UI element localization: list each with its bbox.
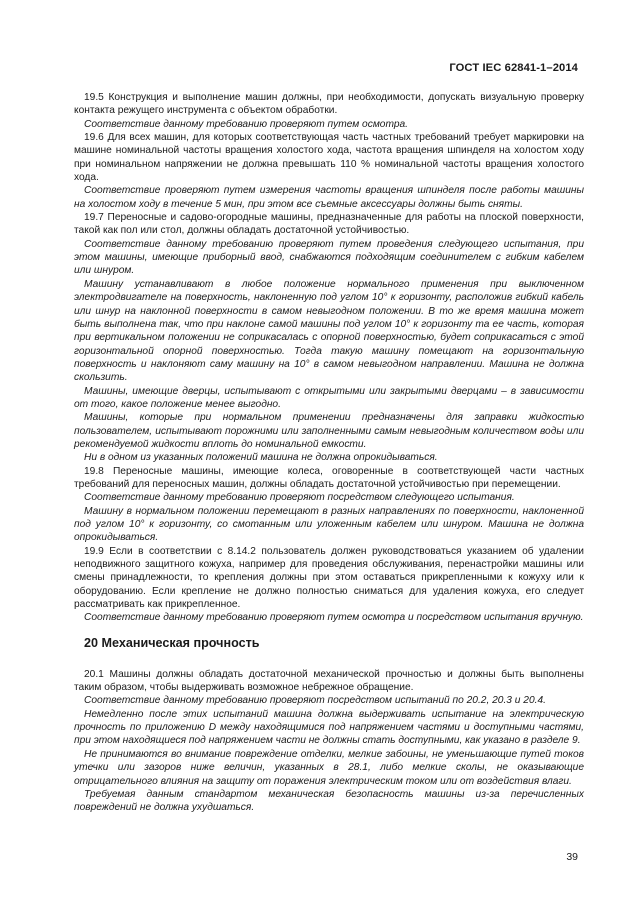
paragraph-19-8-compliance: Соответствие данному требованию проверяют посредством следующего испытания. xyxy=(84,492,515,504)
paragraph-20-1: 20.1 Машины должны обладать достаточной механической прочностью и должны быть выполнены таким образом, чтобы выдерживать возможное небрежное обращение. xyxy=(74,668,584,694)
paragraph-20-1-damage-exclusions: Не принимаются во внимание повреждение отделки, мелкие забоины, не уменьшающие путей токов утечки или зазоров ниже величин, указанных в 28.1, либо мелкие сколы, не оказывающие отрицательного влияния на защиту от поражения электрическим током или от воздействия влаги. xyxy=(74,748,584,787)
clause-20-block xyxy=(74,668,584,815)
paragraph-19-6: 19.6 Для всех машин, для которых соответствующая часть частных требований требует маркировки на машине номинальной частоты вращения холостого хода, частота вращения шпинделя на холостом ходу при номинальном напряжении не должна превышать 110 % номинальной частоты вращения холостого хода. xyxy=(74,132,584,184)
page-number: 39 xyxy=(566,851,578,863)
paragraph-19-5-compliance: Соответствие данному требованию проверяют путем осмотра. xyxy=(84,118,409,130)
paragraph-19-7: 19.7 Переносные и садово-огородные машины, предназначенные для работы на плоской поверхности, такой как пол или стол, должны обладать достаточной устойчивостью. xyxy=(74,212,584,237)
paragraph-19-7-liquids: Машины, которые при нормальном применении предназначены для заправки жидкостью пользователем, испытывают порожними или заполненными самым невыгодным количеством воды или рекомендуемой жидкости вплоть до номинальной емкости. xyxy=(74,412,584,450)
paragraph-19-8-test-procedure: Машину в нормальном положении перемещают в разных направлениях по поверхности, наклоненной под углом 10° к горизонту, со смотанным или уложенным кабелем или шнуром. Машина не должна опрокидываться. xyxy=(74,505,584,544)
paragraph-19-7-compliance: Соответствие данному требованию проверяют путем проведения следующего испытания, при этом машины, имеющие приборный ввод, снабжаются подходящим соединителем с гибким кабелем или шнуром. xyxy=(74,238,584,277)
paragraph-19-7-result: Ни в одном из указанных положений машина не должна опрокидываться. xyxy=(84,452,438,464)
paragraph-19-5: 19.5 Конструкция и выполнение машин должны, при необходимости, допускать визуальную проверку контакта режущего инструмента с объектом обработки. xyxy=(74,92,584,117)
paragraph-19-7-doors: Машины, имеющие дверцы, испытывают с открытыми или закрытыми дверцами – в зависимости от того, какое положение менее выгодно. xyxy=(74,385,584,410)
section-heading-20: 20 Механическая прочность xyxy=(84,635,260,650)
paragraph-19-7-test-procedure: Машину устанавливают в любое положение нормального применения при выключенном электродвигателе на поверхность, наклоненную под углом 10° к горизонту, расположив гибкий кабель или шнур на наклонной поверхности в самом невыгодном положении. В то же время машина может быть выполнена так, что при наклоне самой машины под углом 10° к горизонту та ее часть, которая при вертикальном положении не соприкасалась с опорной поверхностью, будет соприкасаться с этой горизонтальной опорной поверхностью. Тогда такую машину помещают на горизонтальную поверхность и наклоняют саму машину на 10° в самом невыгодном направлении. Машина не должна скользить. xyxy=(74,278,584,384)
paragraph-20-1-dielectric-test: Немедленно после этих испытаний машина должна выдерживать испытание на электрическую прочность по приложению D между находящимися под напряжением частями и доступными частями, при этом находящиеся под напряжением части не должны стать доступными, как указано в разделе 9. xyxy=(74,708,584,747)
document-header-id: ГОСТ IEC 62841-1–2014 xyxy=(449,62,578,74)
paragraph-19-8: 19.8 Переносные машины, имеющие колеса, оговоренные в соответствующей части частных требований для переносных машин, должны обладать достаточной устойчивостью при перемещении. xyxy=(74,465,584,490)
page-body xyxy=(74,91,584,815)
clause-19-block xyxy=(74,91,584,625)
paragraph-19-9-compliance: Соответствие данному требованию проверяют путем осмотра и посредством испытания вручную. xyxy=(84,612,584,624)
paragraph-19-6-compliance: Соответствие проверяют путем измерения частоты вращения шпинделя после работы машины на холостом ходу в течение 5 мин, при этом все съемные аксессуары должны быть сняты. xyxy=(74,185,584,210)
paragraph-20-1-compliance: Соответствие данному требованию проверяют посредством испытаний по 20.2, 20.3 и 20.4. xyxy=(84,695,546,707)
paragraph-20-1-safety-requirement: Требуемая данным стандартом механическая безопасность машины из-за перечисленных повреждений не должна ухудшаться. xyxy=(74,788,584,814)
paragraph-19-9: 19.9 Если в соответствии с 8.14.2 пользователь должен руководствоваться указанием об удалении неподвижного защитного кожуха, например для проведения обслуживания, перенастройки машины или смены принадлежности, то крепления должны при этом оставаться прикрепленными к кожуху или к оборудованию. Если крепление не должно полностью сниматься для удаления кожуха, его следует рассматривать как прикрепленное. xyxy=(74,545,584,611)
